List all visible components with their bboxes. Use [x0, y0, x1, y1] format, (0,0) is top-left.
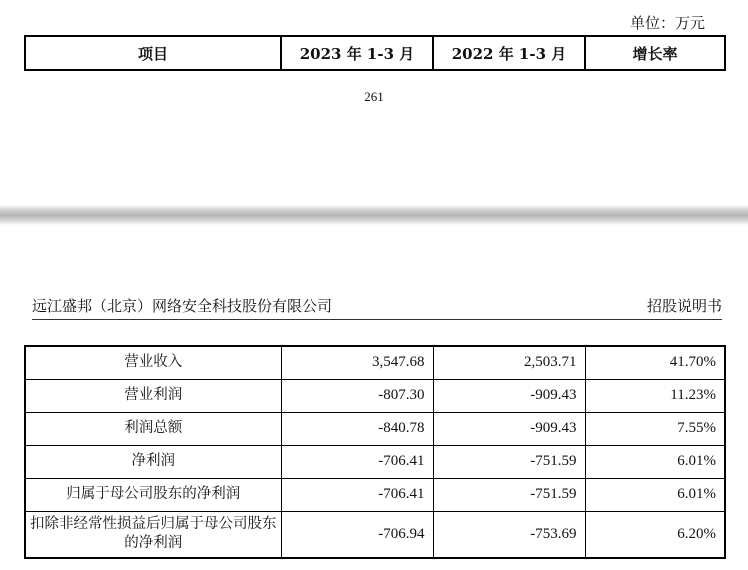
table-row [25, 445, 725, 478]
page-number: 261 [364, 89, 384, 104]
row-2023: -706.41 [281, 445, 433, 478]
table-header-page1 [24, 35, 726, 71]
document-type: 招股说明书 [646, 297, 722, 315]
row-item: 利润总额 [25, 412, 281, 445]
row-item: 扣除非经常性损益后归属于母公司股东的净利润 [25, 511, 281, 558]
table-row [25, 478, 725, 511]
row-item: 净利润 [25, 445, 281, 478]
row-growth: 6.01% [585, 445, 725, 478]
page-header [32, 295, 722, 320]
row-2023: -706.94 [281, 511, 433, 558]
table-header-row [25, 36, 725, 70]
row-2022: -751.59 [433, 445, 585, 478]
row-2023: -840.78 [281, 412, 433, 445]
unit-note: 单位：万元 [630, 14, 706, 32]
row-growth: 6.01% [585, 478, 725, 511]
row-2023: 3,547.68 [281, 346, 433, 379]
row-2022: 2,503.71 [433, 346, 585, 379]
row-item: 营业利润 [25, 379, 281, 412]
row-2023: -807.30 [281, 379, 433, 412]
row-growth: 11.23% [585, 379, 725, 412]
header-item: 项目 [25, 36, 281, 70]
header-growth: 增长率 [585, 36, 725, 70]
table-row [25, 412, 725, 445]
row-growth: 41.70% [585, 346, 725, 379]
table-row [25, 379, 725, 412]
row-2022: -909.43 [433, 379, 585, 412]
table-row [25, 346, 725, 379]
page-separator [0, 205, 748, 225]
row-growth: 6.20% [585, 511, 725, 558]
row-item: 归属于母公司股东的净利润 [25, 478, 281, 511]
row-item: 营业收入 [25, 346, 281, 379]
header-2023: 2023 年 1-3 月 [281, 36, 433, 70]
row-2022: -753.69 [433, 511, 585, 558]
table-row [25, 511, 725, 558]
row-growth: 7.55% [585, 412, 725, 445]
company-name: 远江盛邦（北京）网络安全科技股份有限公司 [32, 297, 333, 315]
row-2022: -909.43 [433, 412, 585, 445]
financial-table [24, 345, 726, 559]
row-2022: -751.59 [433, 478, 585, 511]
header-2022: 2022 年 1-3 月 [433, 36, 585, 70]
row-2023: -706.41 [281, 478, 433, 511]
